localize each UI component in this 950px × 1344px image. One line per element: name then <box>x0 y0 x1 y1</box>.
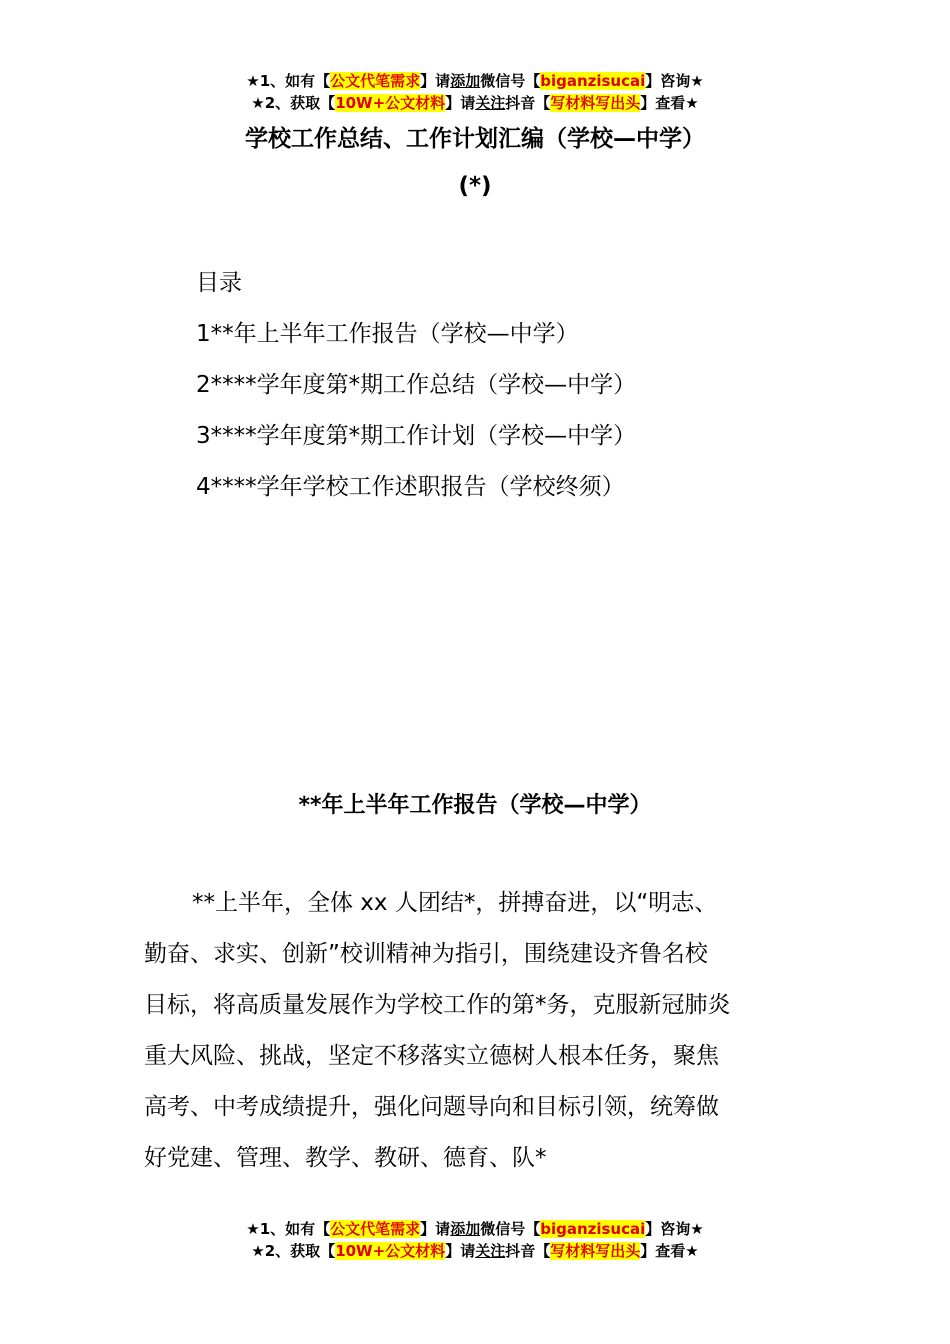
toc-item: 3****学年度第*期工作计划（学校—中学） <box>196 423 637 449</box>
promo-underlined: 添加 <box>450 72 481 90</box>
promo-line-2 <box>0 92 950 114</box>
promo-text: 】查看★ <box>640 1242 699 1260</box>
promo-highlight: 10W+公文材料 <box>335 94 446 112</box>
promo-highlight: 公文代笔需求 <box>330 72 421 90</box>
promo-text: 】请 <box>420 1220 451 1238</box>
promo-text: ★2、获取【 <box>251 94 336 112</box>
promo-text: 微信号【 <box>480 72 541 90</box>
body-paragraph <box>144 878 824 1184</box>
promo-highlight: 10W+公文材料 <box>335 1242 446 1260</box>
toc-heading: 目录 <box>196 270 242 296</box>
promo-text: 】请 <box>420 72 451 90</box>
promo-underlined: 添加 <box>450 1220 481 1238</box>
toc-item: 2****学年度第*期工作总结（学校—中学） <box>196 372 637 398</box>
promo-douyin-id: 写材料写出头 <box>550 94 641 112</box>
paragraph-line: 重大风险、挑战，坚定不移落实立德树人根本任务，聚焦 <box>144 1043 719 1069</box>
top-promo-banner <box>0 70 950 114</box>
promo-text: 抖音【 <box>505 94 551 112</box>
document-subtitle: (*) <box>458 173 492 199</box>
promo-text: 微信号【 <box>480 1220 541 1238</box>
document-title: 学校工作总结、工作计划汇编（学校—中学） <box>245 126 705 152</box>
promo-line-1 <box>0 1218 950 1240</box>
promo-underlined: 关注 <box>475 94 506 112</box>
table-of-contents <box>196 264 636 519</box>
paragraph-line: 目标，将高质量发展作为学校工作的第*务，克服新冠肺炎 <box>144 992 731 1018</box>
promo-underlined: 关注 <box>475 1242 506 1260</box>
bottom-promo-banner <box>0 1218 950 1262</box>
promo-highlight: 公文代笔需求 <box>330 1220 421 1238</box>
promo-douyin-id: 写材料写出头 <box>550 1242 641 1260</box>
promo-wechat-id: biganzisucai <box>540 72 646 90</box>
promo-text: 】请 <box>445 94 476 112</box>
promo-text: 】查看★ <box>640 94 699 112</box>
promo-line-2 <box>0 1240 950 1262</box>
section-heading: **年上半年工作报告（学校—中学） <box>298 793 652 818</box>
promo-text: ★1、如有【 <box>246 1220 331 1238</box>
paragraph-line: 好党建、管理、教学、教研、德育、队* <box>144 1145 547 1171</box>
promo-text: ★2、获取【 <box>251 1242 336 1260</box>
toc-item: 4****学年学校工作述职报告（学校终须） <box>196 474 625 500</box>
promo-wechat-id: biganzisucai <box>540 1220 646 1238</box>
promo-text: 】咨询★ <box>645 72 704 90</box>
promo-line-1 <box>0 70 950 92</box>
promo-text: 】请 <box>445 1242 476 1260</box>
paragraph-line: 勤奋、求实、创新”校训精神为指引，围绕建设齐鲁名校 <box>144 941 708 967</box>
promo-text: 】咨询★ <box>645 1220 704 1238</box>
paragraph-line: **上半年，全体 xx 人团结*，拼搏奋进，以“明志、 <box>192 890 718 916</box>
promo-text: ★1、如有【 <box>246 72 331 90</box>
toc-item: 1**年上半年工作报告（学校—中学） <box>196 321 579 347</box>
paragraph-line: 高考、中考成绩提升，强化问题导向和目标引领，统筹做 <box>144 1094 719 1120</box>
promo-text: 抖音【 <box>505 1242 551 1260</box>
